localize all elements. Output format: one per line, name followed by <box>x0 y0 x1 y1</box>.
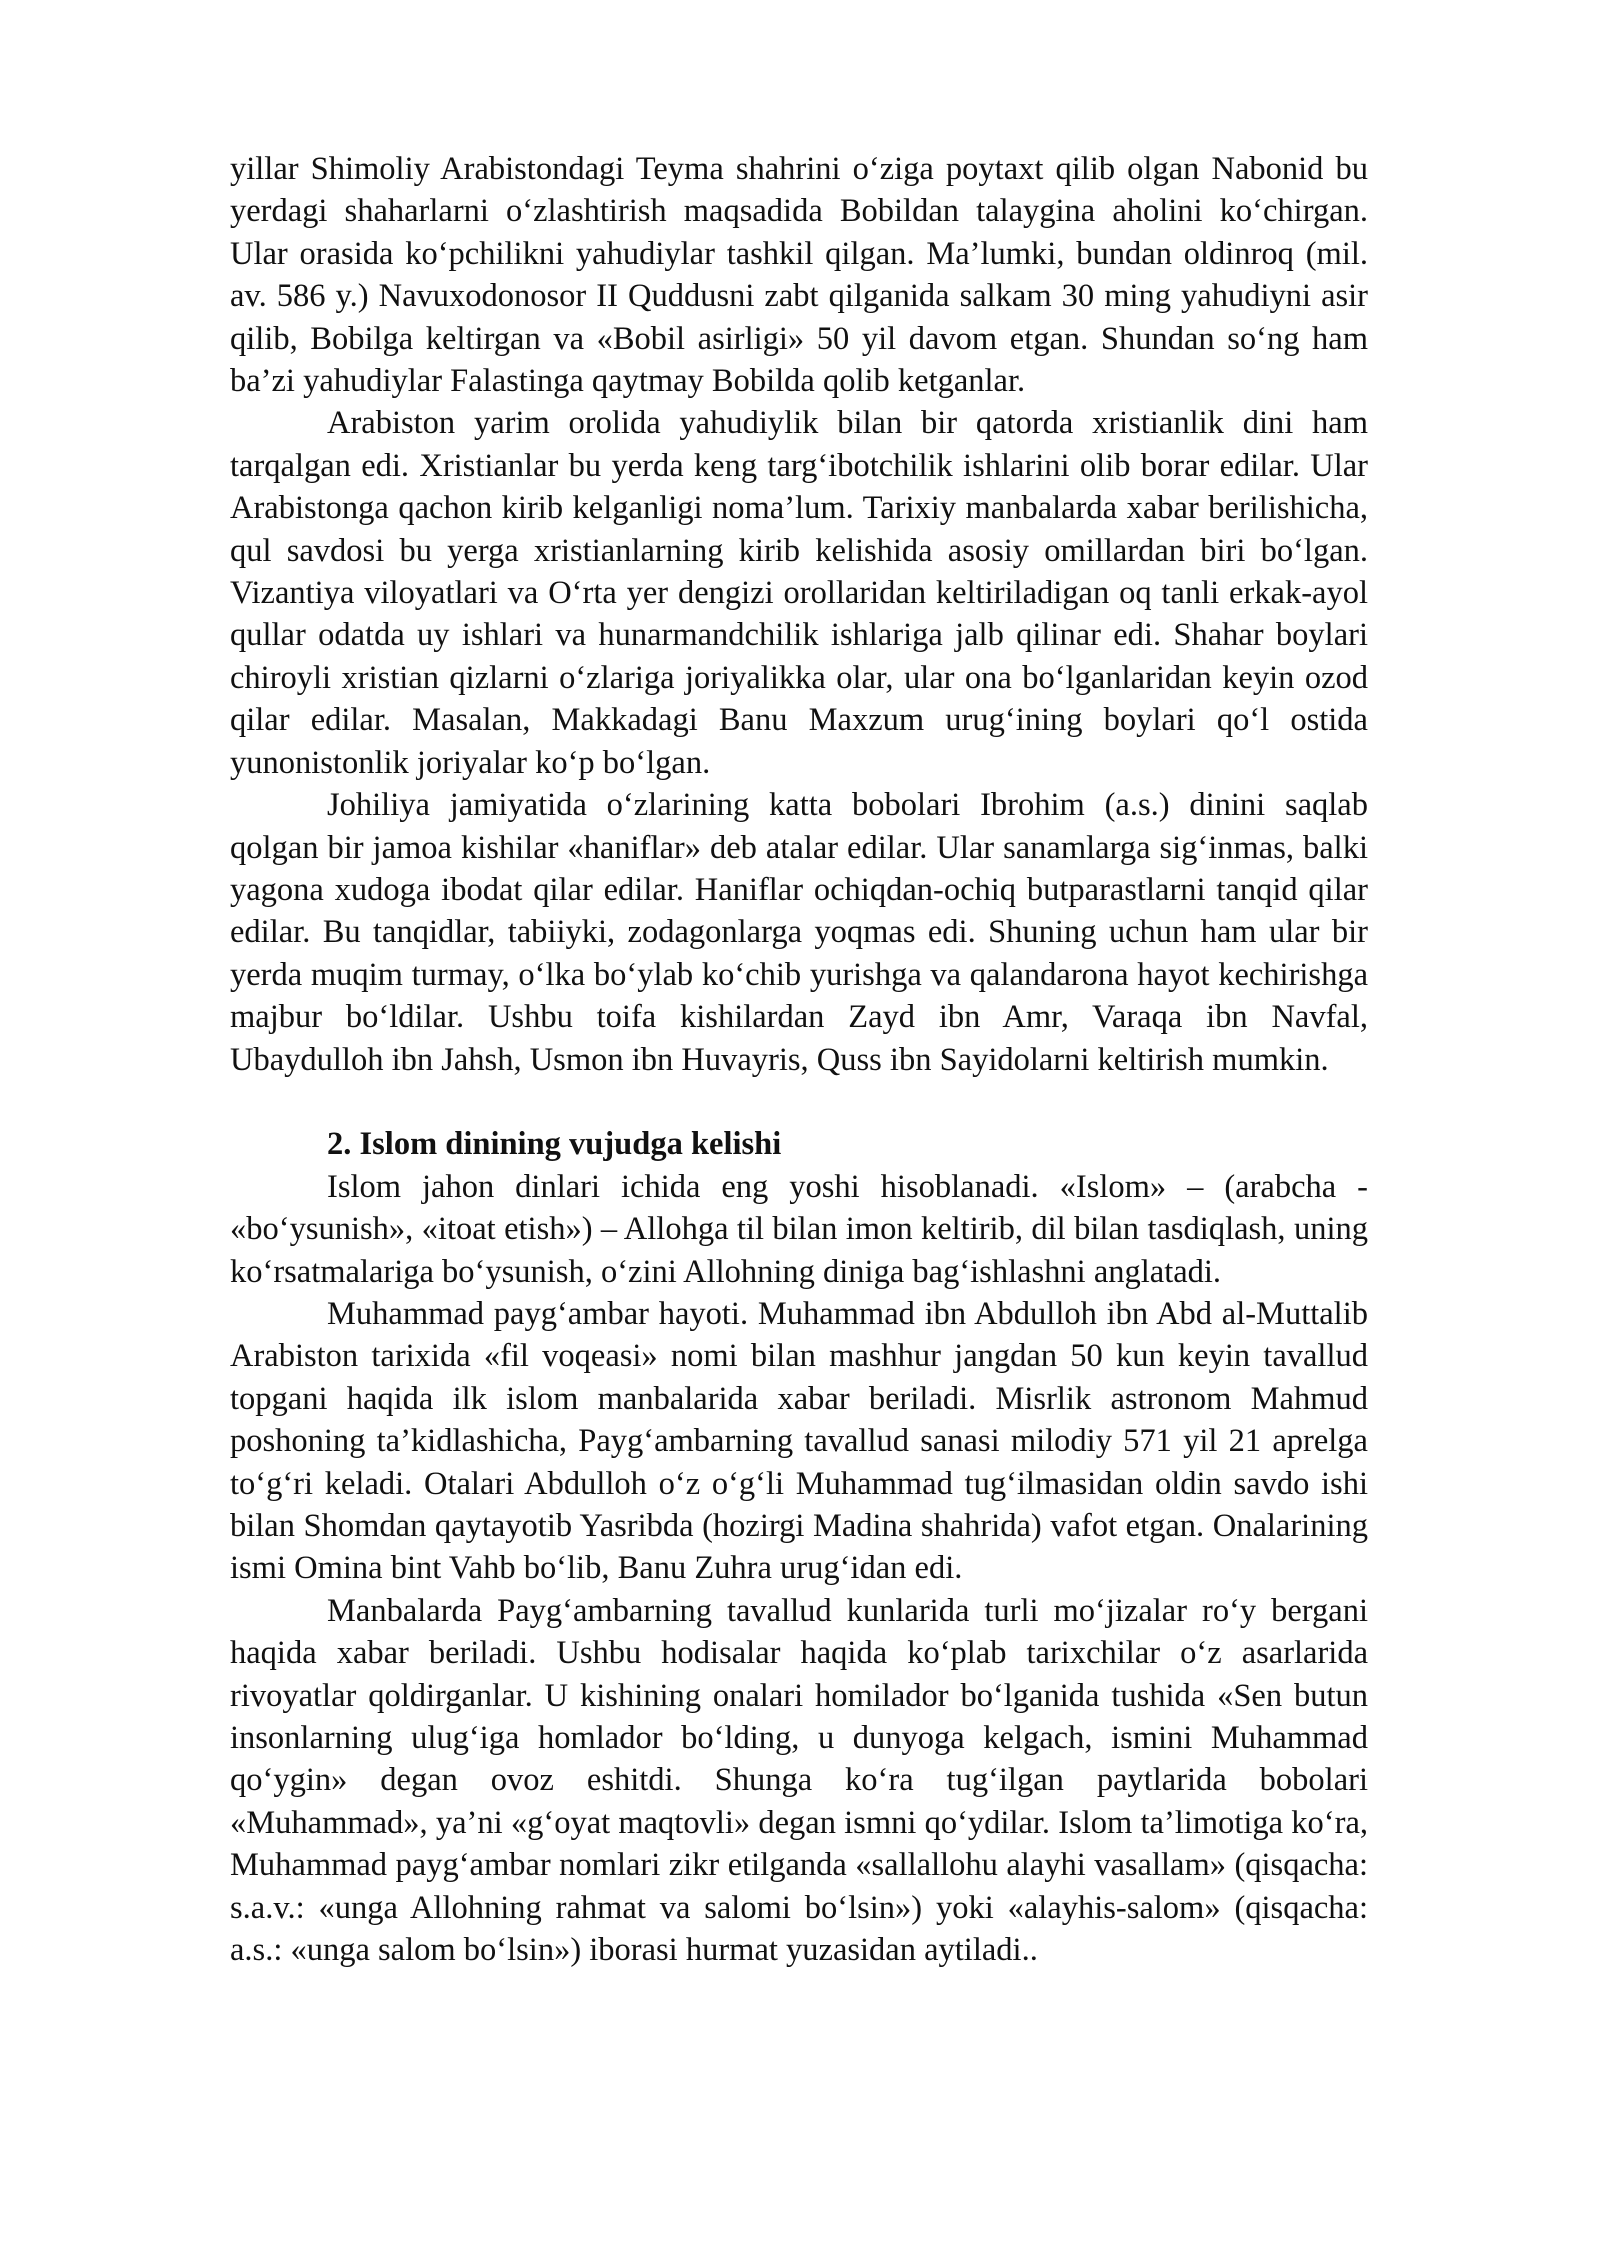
paragraph-miracles: Manbalarda Payg‘ambarning tavallud kunlarida turli mo‘jizalar ro‘y bergani haqida xabar beriladi. Ushbu hodisalar haqida ko‘plab tarixchilar o‘z asarlarida rivoyatlar qoldirganlar. U kishining onalari homilador bo‘lganida tushida «Sen butun insonlarning ulug‘iga homlador bo‘lding, u dunyoga kelgach, ismini Muhammad qo‘ygin» degan ovoz eshitdi. Shunga ko‘ra tug‘ilgan paytlarida bobolari «Muhammad», ya’ni «g‘oyat maqtovli» degan ismni qo‘ydilar. Islom ta’limotiga ko‘ra, Muhammad payg‘ambar nomlari zikr etilganda «sallallohu alayhi vasallam» (qisqacha: s.a.v.: «unga Allohning rahmat va salomi bo‘lsin») yoki «alayhis-salom» (qisqacha: a.s.: «unga salom bo‘lsin») iborasi hurmat yuzasidan aytiladi.. <box>230 1592 1368 1969</box>
paragraph-continuation: yillar Shimoliy Arabistondagi Teyma shahrini o‘ziga poytaxt qilib olgan Nabonid bu yerdagi shaharlarni o‘zlashtirish maqsadida Bobildan talaygina aholini ko‘chirgan. Ular orasida ko‘pchilikni yahudiylar tashkil qilgan. Ma’lumki, bundan oldinroq (mil. av. 586 y.) Navuxodonosor II Quddusni zabt qilganida salkam 30 ming yahudiyni asir qilib, Bobilga keltirgan va «Bobil asirligi» 50 yil davom etgan. Shundan so‘ng ham ba’zi yahudiylar Falastinga qaytmay Bobilda qolib ketganlar. <box>230 151 1368 400</box>
document-body <box>230 148 1368 1971</box>
paragraph-islam-definition: Islom jahon dinlari ichida eng yoshi hisoblanadi. «Islom» – (arabcha - «bo‘ysunish», «itoat etish») – Allohga til bilan imon keltirib, dil bilan tasdiqlash, uning ko‘rsatmalariga bo‘ysunish, o‘zini Allohning diniga bag‘ishlashni anglatadi. <box>230 1168 1368 1290</box>
paragraph-christianity: Arabiston yarim orolida yahudiylik bilan bir qatorda xristianlik dini ham tarqalgan edi. Xristianlar bu yerda keng targ‘ibotchilik ishlarini olib borar edilar. Ular Arabistonga qachon kirib kelganligi noma’lum. Tarixiy manbalarda xabar berilishicha, qul savdosi bu yerga xristianlarning kirib kelishida asosiy omillardan biri bo‘lgan. Vizantiya viloyatlari va O‘rta yer dengizi orollaridan keltiriladigan oq tanli erkak-ayol qullar odatda uy ishlari va hunarmandchilik ishlariga jalb qilinar edi. Shahar boylari chiroyli xristian qizlarni o‘zlariga joriyalikka olar, ular ona bo‘lganlaridan keyin ozod qilar edilar. Masalan, Makkadagi Banu Maxzum urug‘ining boylari qo‘l ostida yunonistonlik joriyalar ko‘p bo‘lgan. <box>230 405 1368 781</box>
paragraph-hanifs: Johiliya jamiyatida o‘zlarining katta bobolari Ibrohim (a.s.) dinini saqlab qolgan bir jamoa kishilar «haniflar» deb atalar edilar. Ular sanamlarga sig‘inmas, balki yagona xudoga ibodat qilar edilar. Haniflar ochiqdan-ochiq butparastlarni tanqid qilar edilar. Bu tanqidlar, tabiiyki, zodagonlarga yoqmas edi. Shuning uchun ham ular bir yerda muqim turmay, o‘lka bo‘ylab ko‘chib yurishga va qalandarona hayot kechirishga majbur bo‘ldilar. Ushbu toifa kishilardan Zayd ibn Amr, Varaqa ibn Navfal, Ubaydulloh ibn Jahsh, Usmon ibn Huvayris, Quss ibn Sayidolarni keltirish mumkin. <box>230 787 1368 1078</box>
paragraph-prophet-life: Muhammad payg‘ambar hayoti. Muhammad ibn Abdulloh ibn Abd al-Muttalib Arabiston tarixida «fil voqeasi» nomi bilan mashhur jangdan 50 kun keyin tavallud topgani haqida ilk islom manbalarida xabar beriladi. Misrlik astronom Mahmud poshoning ta’kidlashicha, Payg‘ambarning tavallud sanasi milodiy 571 yil 21 aprelga to‘g‘ri keladi. Otalari Abdulloh o‘z o‘g‘li Muhammad tug‘ilmasidan oldin savdo ishi bilan Shomdan qaytayotib Yasribda (hozirgi Madina shahrida) vafot etgan. Onalarining ismi Omina bint Vahb bo‘lib, Banu Zuhra urug‘idan edi. <box>230 1295 1368 1587</box>
section-heading: 2. Islom dinining vujudga kelishi <box>327 1126 782 1163</box>
section-spacer <box>230 1081 1368 1123</box>
